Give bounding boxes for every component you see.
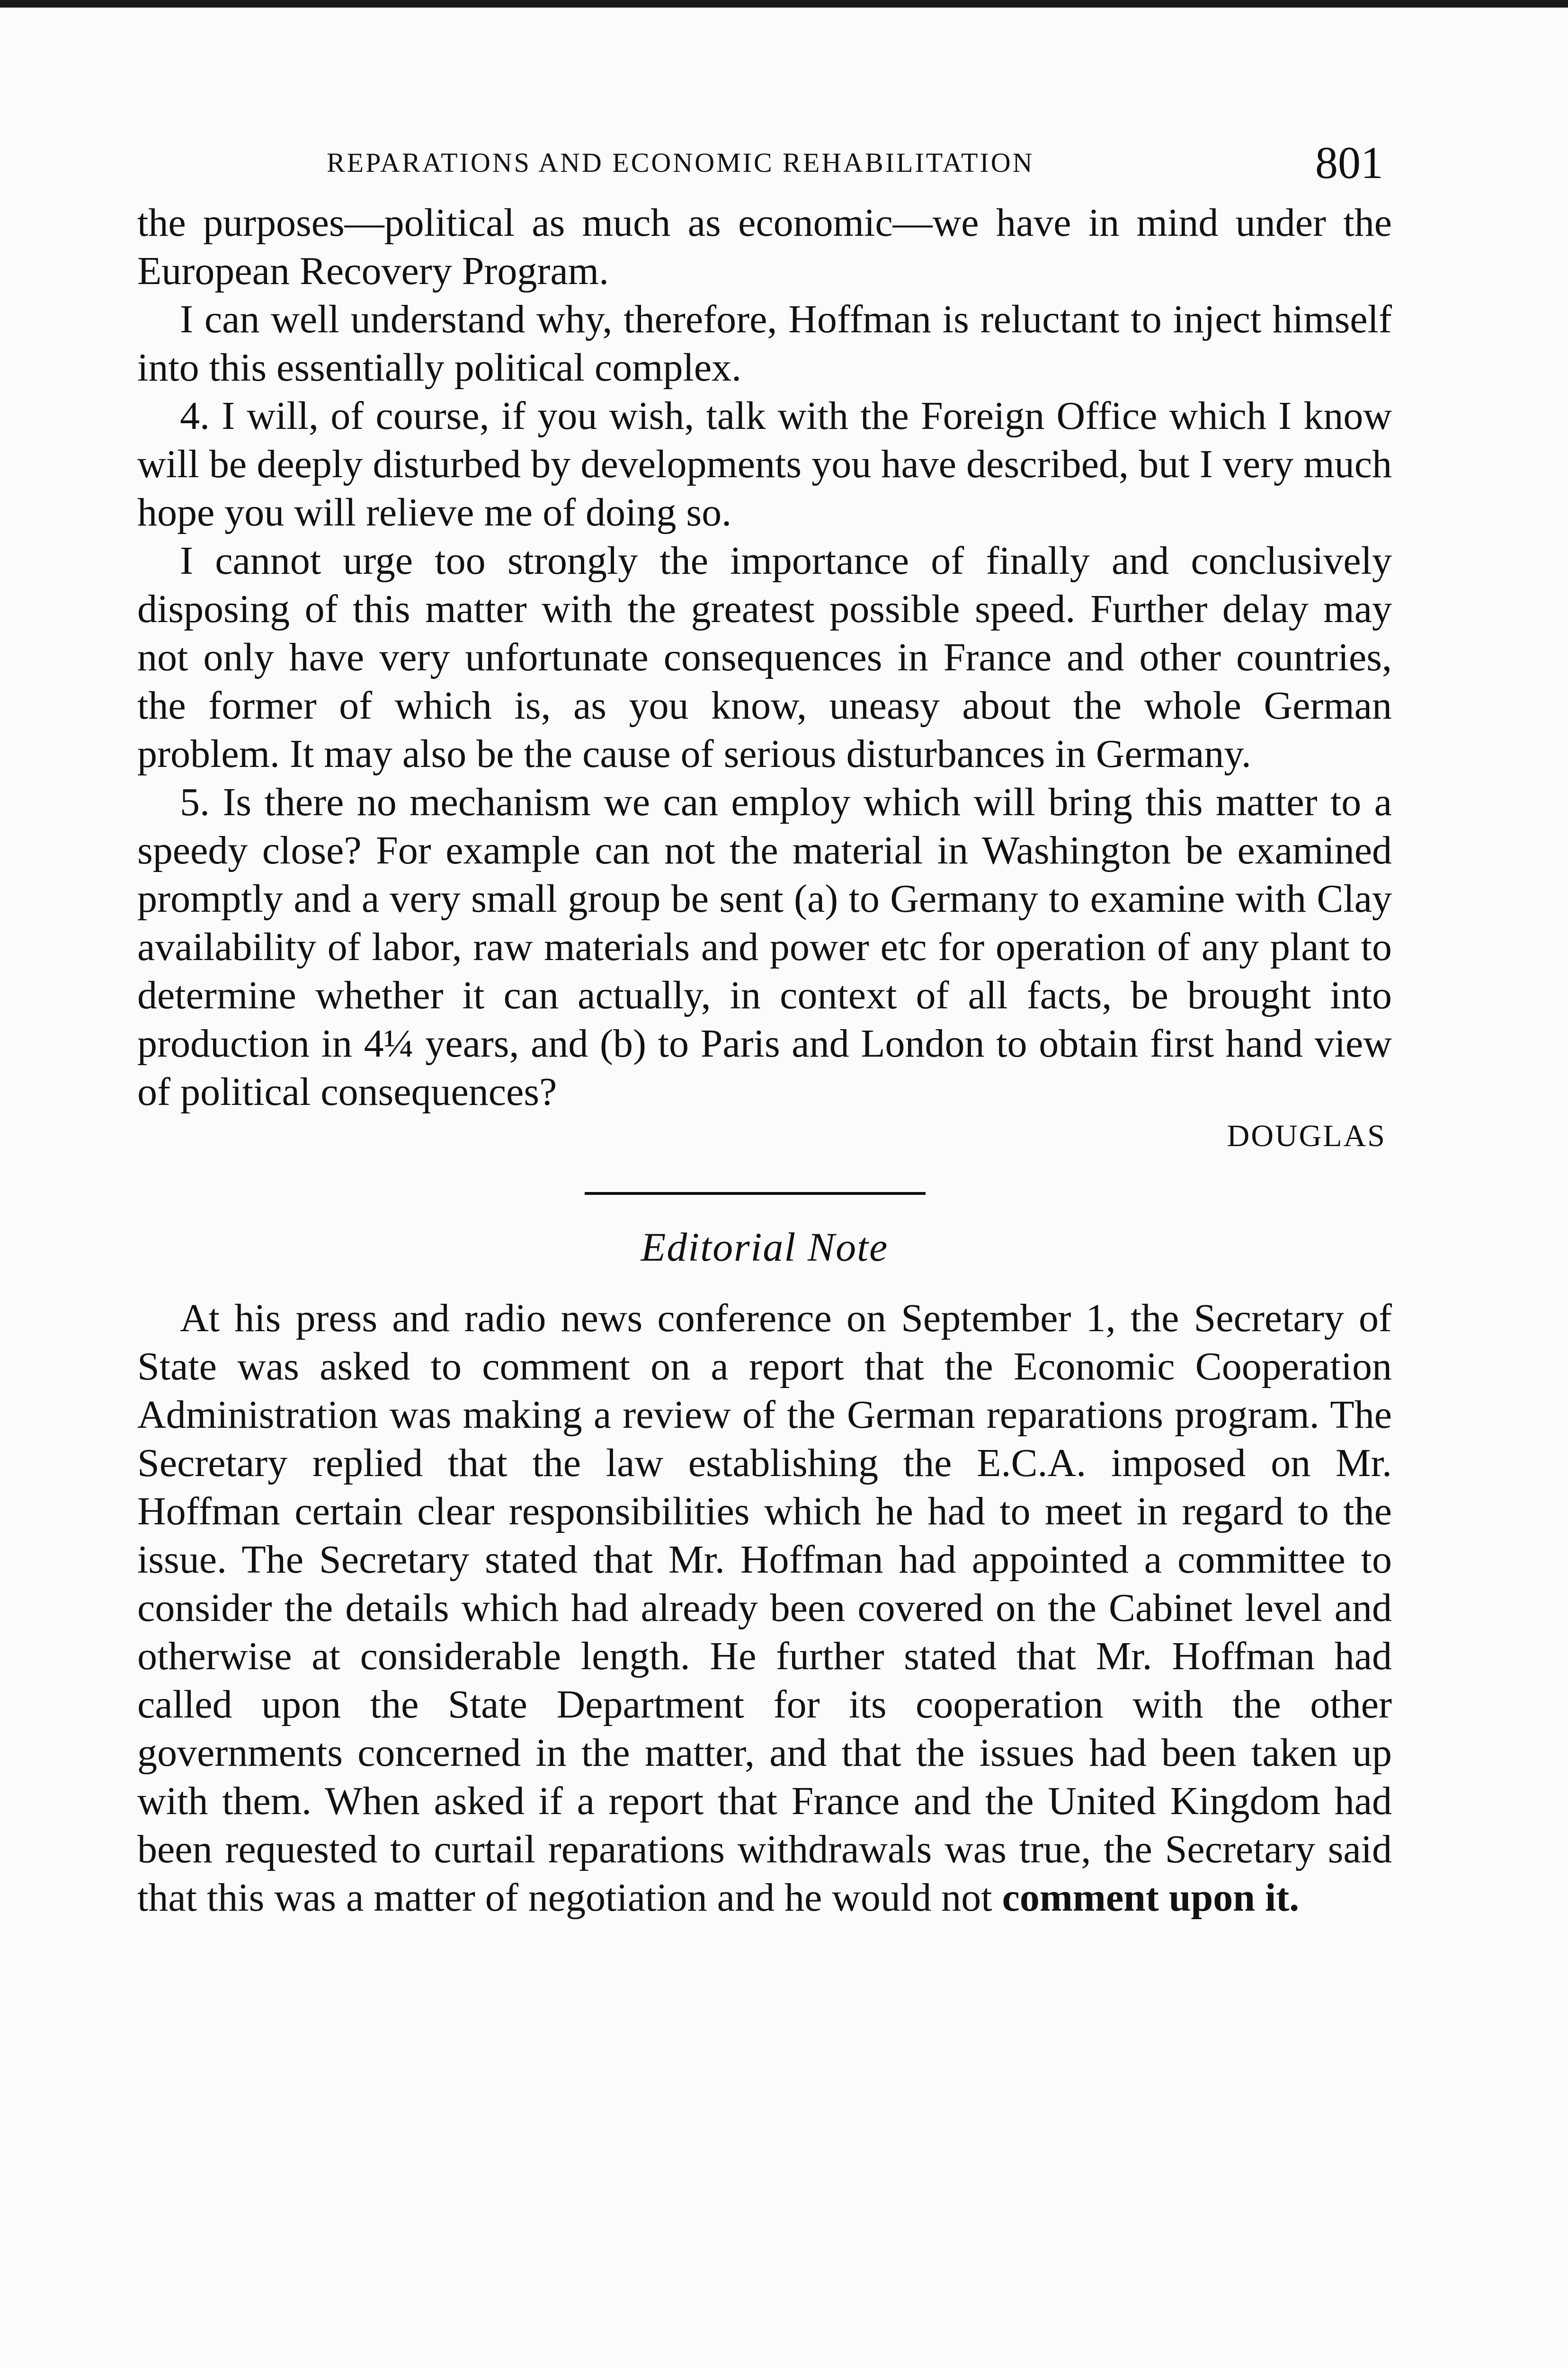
signature: DOUGLAS xyxy=(1227,1119,1386,1153)
running-head-title: REPARATIONS AND ECONOMIC REHABILITATION xyxy=(327,147,1034,178)
letter-paragraph: I cannot urge too strongly the importance of finally and conclusively disposing of this matter with the greatest possible speed. Further delay may not only have very unfortunate consequences in France and other countries, the former of which is, as you know, uneasy about the whole German problem. It may also be the cause of serious disturbances in Germany. xyxy=(137,539,1392,776)
editorial-note-ending: comment upon it. xyxy=(1002,1876,1300,1920)
running-head xyxy=(137,137,1392,199)
editorial-note-text xyxy=(137,1294,1392,1922)
section-divider xyxy=(585,1192,926,1195)
letter-paragraph: I can well understand why, therefore, Hoffman is reluctant to inject himself into this essentially political complex. xyxy=(137,297,1392,390)
letter-paragraph: the purposes—political as much as economic—we have in mind under the European Recovery Program. xyxy=(137,201,1392,293)
letter-body xyxy=(137,199,1392,1116)
editorial-note-body: At his press and radio news conference on September 1, the Secretary of State was asked to comment on a report that the Economic Cooperation Administration was making a review of the German reparations program. The Secretary replied that the law establishing the E.C.A. imposed on Mr. Hoffman certain clear responsibilities which he had to meet in regard to the issue. The Secretary stated that Mr. Hoffman had appointed a committee to consider the details which had already been covered on the Cabinet level and otherwise at considerable length. He further stated that Mr. Hoffman had called upon the State Department for its cooperation with the other governments concerned in the matter, and that the issues had been taken up with them. When asked if a report that France and the United Kingdom had been requested to curtail reparations withdrawals was true, the Secretary said that this was a matter of negotiation and he would not xyxy=(137,1296,1392,1920)
document-page xyxy=(137,137,1392,1922)
page-number: 801 xyxy=(1315,137,1383,188)
top-border-rule xyxy=(0,0,1568,8)
editorial-note-title: Editorial Note xyxy=(641,1224,889,1270)
letter-paragraph: 4. I will, of course, if you wish, talk with the Foreign Office which I know will be deeply disturbed by developments you have described, but I very much hope you will relieve me of doing so. xyxy=(137,394,1392,534)
letter-paragraph: 5. Is there no mechanism we can employ which will bring this matter to a speedy close? For example can not the material in Washington be examined promptly and a very small group be sent (a) to Germany to examine with Clay availability of labor, raw materials and power etc for operation of any plant to determine whether it can actually, in context of all facts, be brought into production in 4¼ years, and (b) to Paris and London to obtain first hand view of political consequences? xyxy=(137,780,1392,1114)
